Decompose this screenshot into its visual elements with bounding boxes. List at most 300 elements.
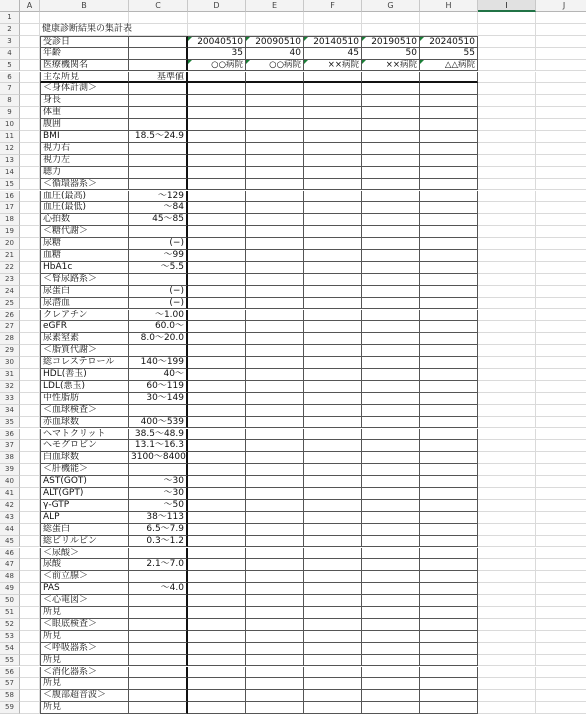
cell-d2[interactable] — [188, 24, 246, 36]
result-cell[interactable] — [362, 619, 420, 631]
result-cell[interactable] — [420, 524, 478, 536]
result-cell[interactable] — [246, 238, 304, 250]
cell-a16[interactable] — [20, 191, 40, 203]
result-cell[interactable] — [420, 167, 478, 179]
result-cell[interactable] — [304, 143, 362, 155]
result-cell[interactable] — [304, 167, 362, 179]
item-reference[interactable]: 0.3～1.2 — [129, 536, 188, 548]
item-name[interactable]: ＜糖代謝＞ — [40, 226, 129, 238]
cell-j50[interactable] — [536, 595, 586, 607]
item-reference[interactable] — [129, 167, 188, 179]
cell-j38[interactable] — [536, 452, 586, 464]
result-cell[interactable] — [304, 286, 362, 298]
cell-j4[interactable] — [536, 48, 586, 60]
cell-j19[interactable] — [536, 226, 586, 238]
row-header-20[interactable]: 20 — [0, 238, 20, 250]
result-cell[interactable] — [188, 595, 246, 607]
column-header-c[interactable]: C — [129, 0, 188, 12]
result-cell[interactable] — [246, 655, 304, 667]
cell-a35[interactable] — [20, 417, 40, 429]
exam-date-cell-h[interactable]: 20240510 — [420, 36, 478, 48]
result-cell[interactable] — [246, 250, 304, 262]
cell-j24[interactable] — [536, 286, 586, 298]
cell-a13[interactable] — [20, 155, 40, 167]
result-cell[interactable] — [304, 500, 362, 512]
result-cell[interactable] — [304, 476, 362, 488]
result-cell[interactable] — [188, 643, 246, 655]
item-reference[interactable] — [129, 143, 188, 155]
row-header-13[interactable]: 13 — [0, 155, 20, 167]
result-cell[interactable] — [420, 381, 478, 393]
cell-a27[interactable] — [20, 321, 40, 333]
cell-i21[interactable] — [478, 250, 536, 262]
column-header-j[interactable]: J — [536, 0, 586, 12]
cell-i59[interactable] — [478, 702, 536, 714]
cell-i34[interactable] — [478, 405, 536, 417]
item-name[interactable]: 赤血球数 — [40, 417, 129, 429]
result-cell[interactable] — [188, 155, 246, 167]
result-cell[interactable] — [362, 381, 420, 393]
result-cell[interactable] — [304, 238, 362, 250]
item-name[interactable]: γ-GTP — [40, 500, 129, 512]
result-cell[interactable] — [420, 512, 478, 524]
result-cell[interactable] — [304, 678, 362, 690]
column-header-h[interactable]: H — [420, 0, 478, 12]
cell-i50[interactable] — [478, 595, 536, 607]
result-cell[interactable] — [188, 690, 246, 702]
result-cell[interactable] — [362, 476, 420, 488]
result-cell[interactable] — [362, 524, 420, 536]
result-cell[interactable] — [304, 452, 362, 464]
cell-a19[interactable] — [20, 226, 40, 238]
findings-cell-d[interactable] — [188, 72, 246, 84]
row-header-31[interactable]: 31 — [0, 369, 20, 381]
result-cell[interactable] — [362, 595, 420, 607]
result-cell[interactable] — [188, 607, 246, 619]
cell-j47[interactable] — [536, 559, 586, 571]
cell-a18[interactable] — [20, 214, 40, 226]
row-header-24[interactable]: 24 — [0, 286, 20, 298]
result-cell[interactable] — [304, 548, 362, 560]
item-reference[interactable]: ～1.00 — [129, 310, 188, 322]
cell-j6[interactable] — [536, 72, 586, 84]
result-cell[interactable] — [304, 393, 362, 405]
findings-cell-e[interactable] — [246, 72, 304, 84]
result-cell[interactable] — [304, 333, 362, 345]
result-cell[interactable] — [246, 583, 304, 595]
result-cell[interactable] — [188, 571, 246, 583]
cell-f2[interactable] — [304, 24, 362, 36]
cell-j59[interactable] — [536, 702, 586, 714]
result-cell[interactable] — [304, 690, 362, 702]
row-header-19[interactable]: 19 — [0, 226, 20, 238]
cell-j15[interactable] — [536, 179, 586, 191]
result-cell[interactable] — [304, 488, 362, 500]
age-cell-d[interactable]: 35 — [188, 48, 246, 60]
cell-i17[interactable] — [478, 202, 536, 214]
result-cell[interactable] — [246, 214, 304, 226]
item-reference[interactable] — [129, 83, 188, 95]
item-reference[interactable]: 60～119 — [129, 381, 188, 393]
cell-j48[interactable] — [536, 571, 586, 583]
result-cell[interactable] — [362, 607, 420, 619]
item-name[interactable]: eGFR — [40, 321, 129, 333]
result-cell[interactable] — [362, 143, 420, 155]
facility-cell-f[interactable]: ××病院 — [304, 60, 362, 72]
column-header-e[interactable]: E — [246, 0, 304, 12]
item-name[interactable]: ＜脂質代謝＞ — [40, 345, 129, 357]
cell-i5[interactable] — [478, 60, 536, 72]
cell-a28[interactable] — [20, 333, 40, 345]
row-header-25[interactable]: 25 — [0, 298, 20, 310]
result-cell[interactable] — [362, 559, 420, 571]
result-cell[interactable] — [188, 702, 246, 714]
row-header-6[interactable]: 6 — [0, 72, 20, 84]
result-cell[interactable] — [420, 631, 478, 643]
result-cell[interactable] — [362, 405, 420, 417]
cell-j32[interactable] — [536, 381, 586, 393]
cell-a52[interactable] — [20, 619, 40, 631]
cell-j29[interactable] — [536, 345, 586, 357]
row-header-14[interactable]: 14 — [0, 167, 20, 179]
result-cell[interactable] — [362, 298, 420, 310]
age-cell-f[interactable]: 45 — [304, 48, 362, 60]
row-header-44[interactable]: 44 — [0, 524, 20, 536]
cell-i55[interactable] — [478, 655, 536, 667]
result-cell[interactable] — [420, 536, 478, 548]
result-cell[interactable] — [188, 262, 246, 274]
result-cell[interactable] — [420, 559, 478, 571]
result-cell[interactable] — [246, 83, 304, 95]
cell-a24[interactable] — [20, 286, 40, 298]
result-cell[interactable] — [304, 405, 362, 417]
cell-a45[interactable] — [20, 536, 40, 548]
cell-i24[interactable] — [478, 286, 536, 298]
item-reference[interactable]: ～30 — [129, 488, 188, 500]
row-header-47[interactable]: 47 — [0, 559, 20, 571]
result-cell[interactable] — [420, 83, 478, 95]
cell-i48[interactable] — [478, 571, 536, 583]
item-reference[interactable] — [129, 667, 188, 679]
row-header-32[interactable]: 32 — [0, 381, 20, 393]
cell-i33[interactable] — [478, 393, 536, 405]
facility-cell-g[interactable]: ××病院 — [362, 60, 420, 72]
row-header-5[interactable]: 5 — [0, 60, 20, 72]
result-cell[interactable] — [420, 405, 478, 417]
item-name[interactable]: 視力左 — [40, 155, 129, 167]
cell-a40[interactable] — [20, 476, 40, 488]
row-header-4[interactable]: 4 — [0, 48, 20, 60]
cell-a44[interactable] — [20, 524, 40, 536]
row-header-59[interactable]: 59 — [0, 702, 20, 714]
cell-a43[interactable] — [20, 512, 40, 524]
item-reference[interactable]: ～4.0 — [129, 583, 188, 595]
row-header-1[interactable]: 1 — [0, 12, 20, 24]
result-cell[interactable] — [246, 202, 304, 214]
cell-a50[interactable] — [20, 595, 40, 607]
result-cell[interactable] — [420, 298, 478, 310]
cell-i54[interactable] — [478, 643, 536, 655]
cell-a8[interactable] — [20, 95, 40, 107]
item-name[interactable]: 血圧(最高) — [40, 191, 129, 203]
result-cell[interactable] — [362, 571, 420, 583]
cell-a56[interactable] — [20, 667, 40, 679]
result-cell[interactable] — [420, 357, 478, 369]
result-cell[interactable] — [420, 464, 478, 476]
result-cell[interactable] — [246, 702, 304, 714]
cell-j12[interactable] — [536, 143, 586, 155]
cell-a59[interactable] — [20, 702, 40, 714]
result-cell[interactable] — [188, 357, 246, 369]
facility-cell-d[interactable]: ○○病院 — [188, 60, 246, 72]
result-cell[interactable] — [420, 678, 478, 690]
result-cell[interactable] — [420, 310, 478, 322]
row-header-53[interactable]: 53 — [0, 631, 20, 643]
cell-a51[interactable] — [20, 607, 40, 619]
result-cell[interactable] — [420, 131, 478, 143]
result-cell[interactable] — [420, 655, 478, 667]
row-header-49[interactable]: 49 — [0, 583, 20, 595]
item-reference[interactable]: (−) — [129, 238, 188, 250]
result-cell[interactable] — [362, 690, 420, 702]
result-cell[interactable] — [304, 429, 362, 441]
cell-i6[interactable] — [478, 72, 536, 84]
result-cell[interactable] — [188, 369, 246, 381]
item-name[interactable]: 尿潜血 — [40, 298, 129, 310]
item-name[interactable]: HbA1c — [40, 262, 129, 274]
item-name[interactable]: 中性脂肪 — [40, 393, 129, 405]
cell-j5[interactable] — [536, 60, 586, 72]
result-cell[interactable] — [304, 381, 362, 393]
result-cell[interactable] — [246, 500, 304, 512]
cell-a38[interactable] — [20, 452, 40, 464]
result-cell[interactable] — [246, 452, 304, 464]
result-cell[interactable] — [188, 524, 246, 536]
item-name[interactable]: 総ビリルビン — [40, 536, 129, 548]
result-cell[interactable] — [362, 214, 420, 226]
item-name[interactable]: 聴力 — [40, 167, 129, 179]
cell-a37[interactable] — [20, 440, 40, 452]
result-cell[interactable] — [188, 226, 246, 238]
row-header-18[interactable]: 18 — [0, 214, 20, 226]
item-reference[interactable] — [129, 274, 188, 286]
cell-a21[interactable] — [20, 250, 40, 262]
result-cell[interactable] — [246, 464, 304, 476]
result-cell[interactable] — [362, 191, 420, 203]
result-cell[interactable] — [246, 179, 304, 191]
result-cell[interactable] — [362, 631, 420, 643]
row-header-35[interactable]: 35 — [0, 417, 20, 429]
cell-i53[interactable] — [478, 631, 536, 643]
column-header-d[interactable]: D — [188, 0, 246, 12]
row-header-56[interactable]: 56 — [0, 667, 20, 679]
result-cell[interactable] — [304, 571, 362, 583]
cell-a15[interactable] — [20, 179, 40, 191]
item-name[interactable]: ＜心電図＞ — [40, 595, 129, 607]
item-reference[interactable]: ～84 — [129, 202, 188, 214]
result-cell[interactable] — [362, 464, 420, 476]
item-name[interactable]: 所見 — [40, 607, 129, 619]
item-reference[interactable]: 140～199 — [129, 357, 188, 369]
result-cell[interactable] — [420, 476, 478, 488]
cell-j36[interactable] — [536, 429, 586, 441]
result-cell[interactable] — [362, 393, 420, 405]
result-cell[interactable] — [304, 95, 362, 107]
row-header-41[interactable]: 41 — [0, 488, 20, 500]
cell-a48[interactable] — [20, 571, 40, 583]
result-cell[interactable] — [246, 310, 304, 322]
item-reference[interactable] — [129, 226, 188, 238]
result-cell[interactable] — [188, 619, 246, 631]
result-cell[interactable] — [420, 369, 478, 381]
item-reference[interactable]: 30～149 — [129, 393, 188, 405]
findings-label[interactable]: 主な所見 — [40, 72, 129, 84]
findings-cell-g[interactable] — [362, 72, 420, 84]
result-cell[interactable] — [188, 202, 246, 214]
cell-i15[interactable] — [478, 179, 536, 191]
cell-i35[interactable] — [478, 417, 536, 429]
item-name[interactable]: ＜身体計測＞ — [40, 83, 129, 95]
item-name[interactable]: 総蛋白 — [40, 524, 129, 536]
cell-j8[interactable] — [536, 95, 586, 107]
item-name[interactable]: ＜腹部超音波＞ — [40, 690, 129, 702]
result-cell[interactable] — [304, 702, 362, 714]
item-reference[interactable] — [129, 643, 188, 655]
cell-a54[interactable] — [20, 643, 40, 655]
item-reference[interactable]: 3100～8400 — [129, 452, 188, 464]
item-reference[interactable]: 6.5～7.9 — [129, 524, 188, 536]
cell-j54[interactable] — [536, 643, 586, 655]
cell-a26[interactable] — [20, 310, 40, 322]
item-name[interactable]: 体重 — [40, 107, 129, 119]
column-header-i[interactable]: I — [478, 0, 536, 12]
result-cell[interactable] — [188, 429, 246, 441]
result-cell[interactable] — [304, 369, 362, 381]
result-cell[interactable] — [304, 512, 362, 524]
row-header-29[interactable]: 29 — [0, 345, 20, 357]
result-cell[interactable] — [188, 381, 246, 393]
findings-cell-h[interactable] — [420, 72, 478, 84]
cell-i46[interactable] — [478, 548, 536, 560]
item-reference[interactable] — [129, 702, 188, 714]
row-header-54[interactable]: 54 — [0, 643, 20, 655]
result-cell[interactable] — [188, 667, 246, 679]
age-label[interactable]: 年齢 — [40, 48, 129, 60]
cell-j37[interactable] — [536, 440, 586, 452]
sheet-title[interactable]: 健康診断結果の集計表 — [42, 23, 133, 34]
cell-i9[interactable] — [478, 107, 536, 119]
cell-a29[interactable] — [20, 345, 40, 357]
cell-j7[interactable] — [536, 83, 586, 95]
result-cell[interactable] — [304, 202, 362, 214]
result-cell[interactable] — [188, 179, 246, 191]
row-header-9[interactable]: 9 — [0, 107, 20, 119]
result-cell[interactable] — [362, 310, 420, 322]
row-header-34[interactable]: 34 — [0, 405, 20, 417]
result-cell[interactable] — [420, 250, 478, 262]
result-cell[interactable] — [188, 321, 246, 333]
result-cell[interactable] — [420, 583, 478, 595]
item-reference[interactable]: 18.5～24.9 — [129, 131, 188, 143]
result-cell[interactable] — [188, 559, 246, 571]
item-reference[interactable]: 13.1～16.3 — [129, 440, 188, 452]
cell-j22[interactable] — [536, 262, 586, 274]
cell-a10[interactable] — [20, 119, 40, 131]
facility-cell-h[interactable]: △△病院 — [420, 60, 478, 72]
item-name[interactable]: 所見 — [40, 655, 129, 667]
result-cell[interactable] — [420, 488, 478, 500]
cell-i13[interactable] — [478, 155, 536, 167]
result-cell[interactable] — [246, 274, 304, 286]
cell-i18[interactable] — [478, 214, 536, 226]
result-cell[interactable] — [188, 464, 246, 476]
cell-i3[interactable] — [478, 36, 536, 48]
cell-i22[interactable] — [478, 262, 536, 274]
item-name[interactable]: 視力右 — [40, 143, 129, 155]
cell-j44[interactable] — [536, 524, 586, 536]
item-reference[interactable] — [129, 95, 188, 107]
row-header-15[interactable]: 15 — [0, 179, 20, 191]
result-cell[interactable] — [420, 107, 478, 119]
result-cell[interactable] — [420, 191, 478, 203]
cell-j11[interactable] — [536, 131, 586, 143]
result-cell[interactable] — [188, 95, 246, 107]
result-cell[interactable] — [246, 119, 304, 131]
cell-j3[interactable] — [536, 36, 586, 48]
result-cell[interactable] — [304, 131, 362, 143]
result-cell[interactable] — [188, 548, 246, 560]
result-cell[interactable] — [420, 607, 478, 619]
cell-j57[interactable] — [536, 678, 586, 690]
result-cell[interactable] — [362, 536, 420, 548]
item-name[interactable]: ALT(GPT) — [40, 488, 129, 500]
result-cell[interactable] — [420, 667, 478, 679]
cell-j13[interactable] — [536, 155, 586, 167]
item-reference[interactable] — [129, 345, 188, 357]
column-header-b[interactable]: B — [40, 0, 129, 12]
result-cell[interactable] — [362, 274, 420, 286]
cell-i20[interactable] — [478, 238, 536, 250]
item-name[interactable]: PAS — [40, 583, 129, 595]
cell-a4[interactable] — [20, 48, 40, 60]
cell-j28[interactable] — [536, 333, 586, 345]
result-cell[interactable] — [188, 417, 246, 429]
exam-date-cell-e[interactable]: 20090510 — [246, 36, 304, 48]
cell-i30[interactable] — [478, 357, 536, 369]
cell-i19[interactable] — [478, 226, 536, 238]
result-cell[interactable] — [420, 393, 478, 405]
facility-cell-e[interactable]: ○○病院 — [246, 60, 304, 72]
cell-a49[interactable] — [20, 583, 40, 595]
item-name[interactable]: 所見 — [40, 631, 129, 643]
cell-c1[interactable] — [129, 12, 188, 24]
result-cell[interactable] — [304, 667, 362, 679]
result-cell[interactable] — [362, 345, 420, 357]
cell-i7[interactable] — [478, 83, 536, 95]
cell-j45[interactable] — [536, 536, 586, 548]
item-name[interactable]: ＜消化器系＞ — [40, 667, 129, 679]
item-name[interactable]: ALP — [40, 512, 129, 524]
item-reference[interactable]: 40～ — [129, 369, 188, 381]
cell-i52[interactable] — [478, 619, 536, 631]
cell-j53[interactable] — [536, 631, 586, 643]
findings-reference-cell[interactable]: 基準値 — [129, 72, 188, 84]
result-cell[interactable] — [304, 214, 362, 226]
row-header-39[interactable]: 39 — [0, 464, 20, 476]
cell-i56[interactable] — [478, 667, 536, 679]
result-cell[interactable] — [362, 202, 420, 214]
result-cell[interactable] — [362, 107, 420, 119]
